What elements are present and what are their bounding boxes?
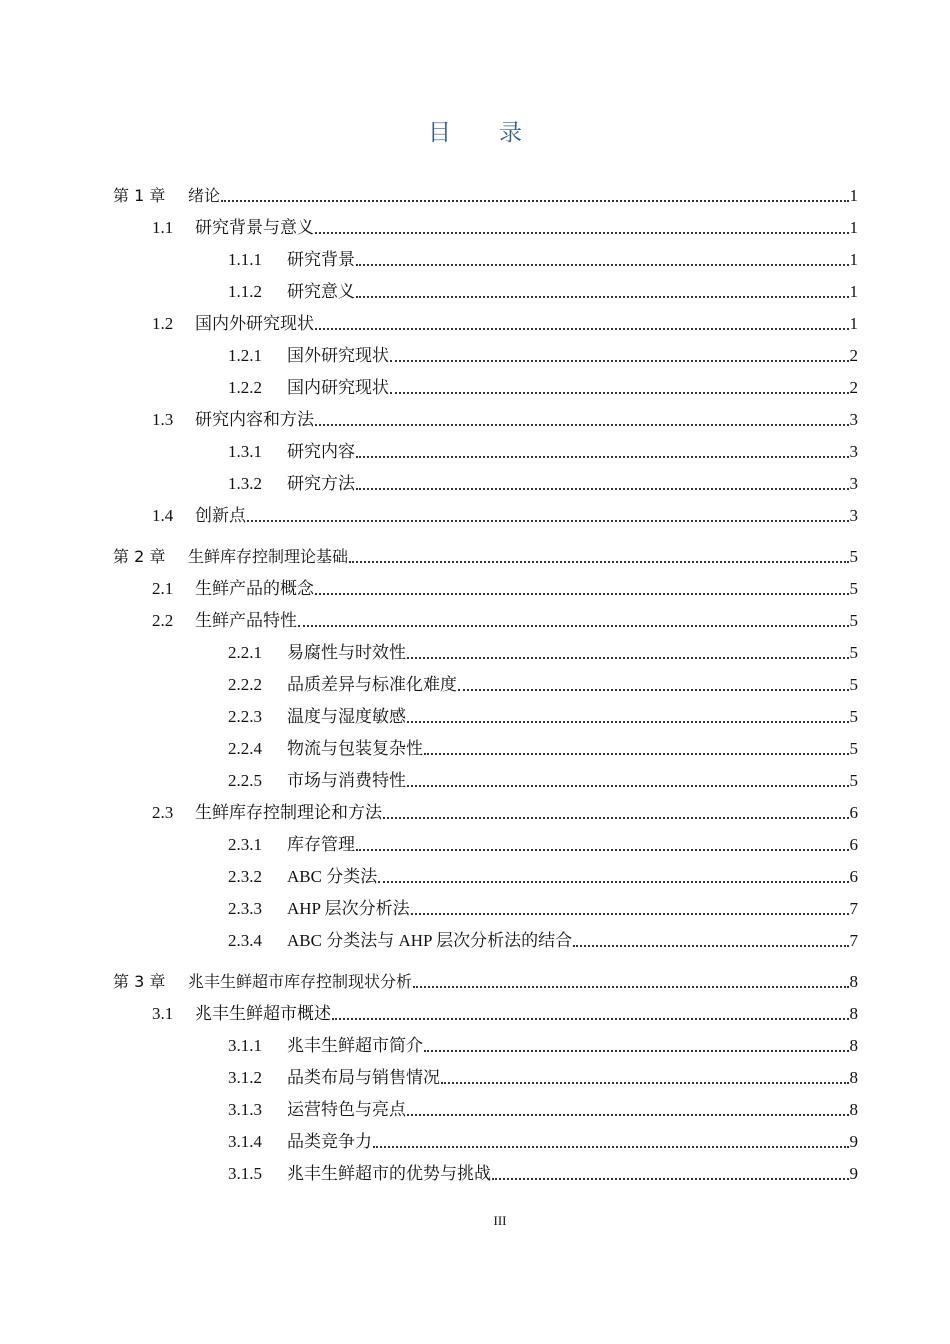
toc-entry[interactable] <box>0 438 858 462</box>
toc-entry[interactable] <box>0 799 858 823</box>
toc-entry-number: 1.3.2 <box>228 474 262 493</box>
toc-entry[interactable] <box>0 374 858 398</box>
dot-leader <box>413 982 848 988</box>
toc-entry-title[interactable]: ABC 分类法与 AHP 层次分析法的结合 <box>287 931 573 950</box>
toc-entry[interactable] <box>0 182 858 206</box>
toc-entry-number: 2.2.1 <box>228 643 262 662</box>
dot-leader <box>356 845 849 851</box>
toc-entry-number: 3.1 <box>152 1004 174 1023</box>
toc-entry-title[interactable]: 市场与消费特性 <box>287 771 406 790</box>
toc-entry-number: 3.1.2 <box>228 1068 262 1087</box>
toc-entry-page[interactable]: 7 <box>849 899 858 918</box>
toc-entry[interactable] <box>0 406 858 430</box>
toc-entry[interactable] <box>0 1064 858 1088</box>
toc-entry-page[interactable]: 3 <box>849 506 858 525</box>
toc-entry-page[interactable]: 8 <box>849 1068 858 1087</box>
toc-entry[interactable] <box>0 575 858 599</box>
dot-leader <box>407 653 849 659</box>
toc-entry[interactable] <box>0 639 858 663</box>
toc-entry-title[interactable]: 生鲜库存控制理论和方法 <box>195 803 382 822</box>
toc-entry-title[interactable]: 运营特色与亮点 <box>287 1100 406 1119</box>
toc-entry[interactable] <box>0 735 858 759</box>
toc-entry-page[interactable]: 7 <box>849 931 858 950</box>
toc-entry-page[interactable]: 5 <box>849 547 858 566</box>
toc-entry-number: 2.1 <box>152 579 174 598</box>
toc-entry-page[interactable]: 6 <box>849 867 858 886</box>
toc-entry-title[interactable]: 研究内容和方法 <box>195 410 314 429</box>
toc-entry-title[interactable]: ABC 分类法 <box>287 867 378 886</box>
dot-leader <box>390 356 849 362</box>
dot-leader <box>349 557 848 563</box>
toc-entry-title[interactable]: 生鲜库存控制理论基础 <box>188 547 349 566</box>
toc-entry-page[interactable]: 2 <box>849 378 858 397</box>
title-char: 目 <box>428 120 451 146</box>
dot-leader <box>424 749 849 755</box>
toc-entry-page[interactable]: 5 <box>849 579 858 598</box>
toc-entry-page[interactable]: 3 <box>849 442 858 461</box>
toc-entry[interactable] <box>0 1096 858 1120</box>
dot-leader <box>441 1078 849 1084</box>
dot-leader <box>356 260 849 266</box>
dot-leader <box>424 1046 849 1052</box>
toc-entry[interactable] <box>0 310 858 334</box>
title-char: 录 <box>499 120 522 146</box>
toc-entry-title[interactable]: 兆丰生鲜超市简介 <box>287 1036 423 1055</box>
dot-leader <box>315 420 849 426</box>
dot-leader <box>315 589 849 595</box>
toc-entry-page[interactable]: 2 <box>849 346 858 365</box>
toc-entry[interactable] <box>0 342 858 366</box>
toc-entry-number: 1.2.2 <box>228 378 262 397</box>
dot-leader <box>573 941 848 947</box>
toc-entry-title[interactable]: 生鲜产品的概念 <box>195 579 314 598</box>
toc-entry-page[interactable]: 1 <box>849 314 858 333</box>
toc-entry-title[interactable]: 研究背景与意义 <box>195 218 314 237</box>
toc-entry-page[interactable]: 6 <box>849 835 858 854</box>
dot-leader <box>247 516 849 522</box>
toc-entry[interactable] <box>0 863 858 887</box>
toc-entry-number: 1.1.1 <box>228 250 262 269</box>
toc-entry-number: 3.1.3 <box>228 1100 262 1119</box>
toc-entry-page[interactable]: 5 <box>849 643 858 662</box>
dot-leader <box>383 813 849 819</box>
toc-entry[interactable] <box>0 703 858 727</box>
toc-entry[interactable] <box>0 214 858 238</box>
toc-entry-page[interactable]: 5 <box>849 739 858 758</box>
dot-leader <box>373 1142 849 1148</box>
toc-entry[interactable] <box>0 831 858 855</box>
toc-entry-number: 第 2 章 <box>113 547 166 566</box>
toc-entry-title[interactable]: 物流与包装复杂性 <box>287 739 423 758</box>
toc-entry[interactable] <box>0 502 858 526</box>
toc-entry-page[interactable]: 3 <box>849 410 858 429</box>
toc-entry-number: 1.4 <box>152 506 174 525</box>
toc-entry-number: 2.3.2 <box>228 867 262 886</box>
toc-entry-title[interactable]: 生鲜产品特性 <box>195 611 297 630</box>
toc-entry[interactable] <box>0 1128 858 1152</box>
toc-entry-page[interactable]: 1 <box>849 282 858 301</box>
toc-entry-page[interactable]: 1 <box>849 218 858 237</box>
toc-entry[interactable] <box>0 246 858 270</box>
toc-entry-title[interactable]: 研究意义 <box>287 282 355 301</box>
toc-entry[interactable] <box>0 767 858 791</box>
dot-leader <box>378 877 848 883</box>
dot-leader <box>492 1174 849 1180</box>
toc-entry-page[interactable]: 8 <box>849 1036 858 1055</box>
dot-leader <box>407 781 849 787</box>
toc-entry-page[interactable]: 5 <box>849 611 858 630</box>
toc-entry-number: 2.2.5 <box>228 771 262 790</box>
toc-entry[interactable] <box>0 278 858 302</box>
toc-entry-number: 1.2 <box>152 314 174 333</box>
toc-entry-title[interactable]: 温度与湿度敏感 <box>287 707 406 726</box>
dot-leader <box>298 621 849 627</box>
toc-entry-number: 2.3.3 <box>228 899 262 918</box>
dot-leader <box>356 452 849 458</box>
toc-entry-title[interactable]: 兆丰生鲜超市的优势与挑战 <box>287 1164 491 1183</box>
dot-leader <box>407 1110 849 1116</box>
toc-entry[interactable] <box>0 927 858 951</box>
dot-leader <box>356 292 849 298</box>
toc-entry-page[interactable]: 1 <box>849 250 858 269</box>
toc-entry-number: 第 3 章 <box>113 972 166 991</box>
dot-leader <box>332 1014 849 1020</box>
toc-entry-title[interactable]: 兆丰生鲜超市概述 <box>195 1004 331 1023</box>
toc-entry-title[interactable]: 国内研究现状 <box>287 378 389 397</box>
toc-entry-title[interactable]: 研究背景 <box>287 250 355 269</box>
toc-entry[interactable] <box>0 607 858 631</box>
toc-entry-page[interactable]: 5 <box>849 771 858 790</box>
toc-entry-number: 3.1.4 <box>228 1132 262 1151</box>
dot-leader <box>458 685 849 691</box>
dot-leader <box>411 909 849 915</box>
dot-leader <box>221 196 848 202</box>
toc-entry-title[interactable]: 库存管理 <box>287 835 355 854</box>
toc-entry-page[interactable]: 3 <box>849 474 858 493</box>
toc-entry-title[interactable]: 品质差异与标准化难度 <box>287 675 457 694</box>
toc-entry-title[interactable]: 研究内容 <box>287 442 355 461</box>
toc-entry-number: 1.1 <box>152 218 174 237</box>
toc-entry-number: 3.1.5 <box>228 1164 262 1183</box>
toc-entry-number: 1.3 <box>152 410 174 429</box>
toc-entry[interactable] <box>0 671 858 695</box>
toc-entry-title[interactable]: 创新点 <box>195 506 246 525</box>
toc-entry-page[interactable]: 8 <box>849 1100 858 1119</box>
toc-entry-number: 1.3.1 <box>228 442 262 461</box>
toc-entry-title[interactable]: 兆丰生鲜超市库存控制现状分析 <box>188 972 413 991</box>
toc-entry[interactable] <box>0 470 858 494</box>
toc-entry-number: 2.3.1 <box>228 835 262 854</box>
toc-entry-title[interactable]: 国内外研究现状 <box>195 314 314 333</box>
toc-entry-number: 2.3.4 <box>228 931 262 950</box>
toc-entry-title[interactable]: AHP 层次分析法 <box>287 899 410 918</box>
dot-leader <box>315 228 849 234</box>
toc-entry[interactable] <box>0 543 858 567</box>
toc-entry-number: 2.2.3 <box>228 707 262 726</box>
toc-entry-number: 1.1.2 <box>228 282 262 301</box>
toc-entry[interactable] <box>0 1032 858 1056</box>
toc-entry-number: 3.1.1 <box>228 1036 262 1055</box>
toc-entry-number: 2.2.4 <box>228 739 262 758</box>
dot-leader <box>390 388 849 394</box>
toc-entry-number: 2.3 <box>152 803 174 822</box>
toc-entry-page[interactable]: 6 <box>849 803 858 822</box>
toc-entry[interactable] <box>0 968 858 992</box>
dot-leader <box>356 484 849 490</box>
toc-entry-number: 第 1 章 <box>113 186 166 205</box>
dot-leader <box>407 717 849 723</box>
toc-entry-page[interactable]: 9 <box>849 1132 858 1151</box>
toc-entry[interactable] <box>0 1160 858 1184</box>
toc-entry[interactable] <box>0 1000 858 1024</box>
toc-entry-number: 1.2.1 <box>228 346 262 365</box>
toc-entry-title[interactable]: 国外研究现状 <box>287 346 389 365</box>
toc-entry-title[interactable]: 研究方法 <box>287 474 355 493</box>
toc-entry-page[interactable]: 5 <box>849 707 858 726</box>
toc-entry-number: 2.2 <box>152 611 174 630</box>
toc-entry-number: 2.2.2 <box>228 675 262 694</box>
toc-entry-title[interactable]: 易腐性与时效性 <box>287 643 406 662</box>
toc-entry-title[interactable]: 品类竞争力 <box>287 1132 372 1151</box>
toc-entry-page[interactable]: 5 <box>849 675 858 694</box>
toc-entry-page[interactable]: 9 <box>849 1164 858 1183</box>
dot-leader <box>315 324 849 330</box>
toc-entry-page[interactable]: 8 <box>849 972 858 991</box>
toc-entry-title[interactable]: 品类布局与销售情况 <box>287 1068 440 1087</box>
toc-entry[interactable] <box>0 895 858 919</box>
toc-entry-page[interactable]: 1 <box>849 186 858 205</box>
page-number: III <box>493 1213 507 1228</box>
toc-entry-page[interactable]: 8 <box>849 1004 858 1023</box>
toc-entry-title[interactable]: 绪论 <box>188 186 221 205</box>
toc-title <box>0 114 950 147</box>
